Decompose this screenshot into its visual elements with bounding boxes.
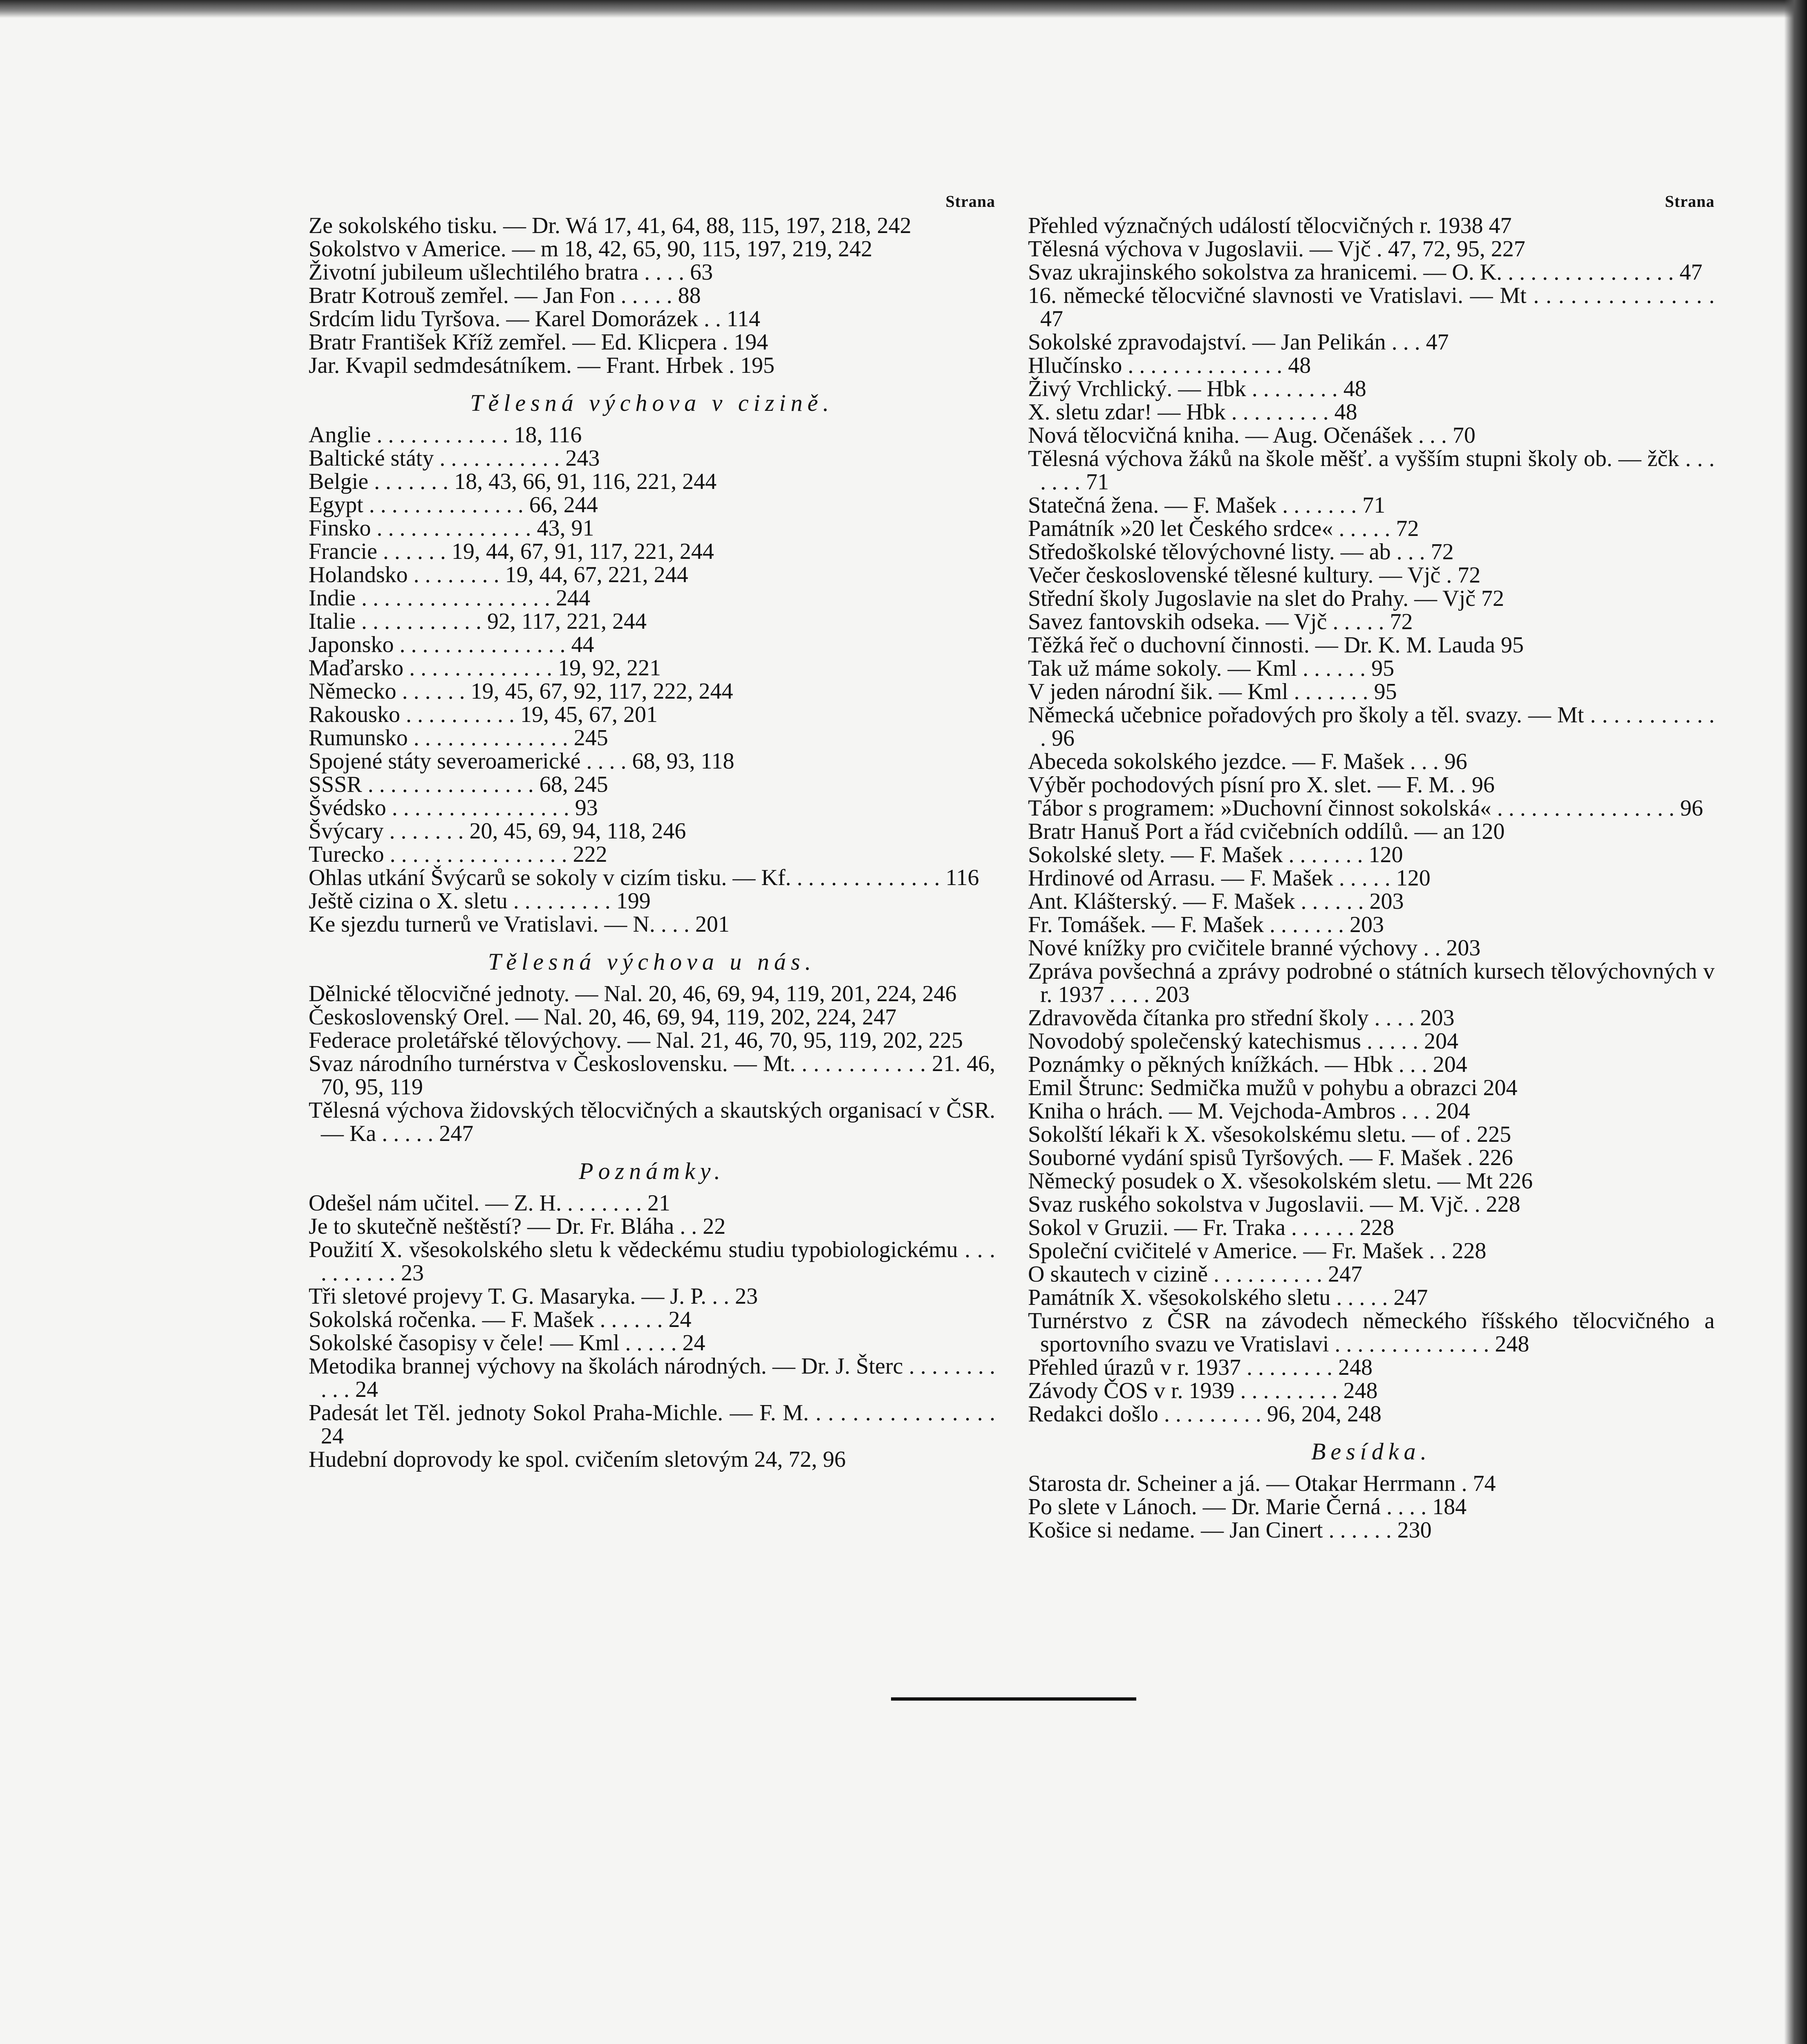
index-entry: 16. německé tělocvičné slavnosti ve Vratislavi. — Mt . . . . . . . . . . . . . . . 47 [1028, 283, 1715, 332]
index-entry: O skautech v cizině . . . . . . . . . . 247 [1028, 1262, 1363, 1287]
index-entry: Zdravověda čítanka pro střední školy . . . . 203 [1028, 1005, 1455, 1031]
left-entries [309, 214, 995, 1471]
index-entry: Německá učebnice pořadových pro školy a těl. svazy. — Mt . . . . . . . . . . . . 96 [1028, 702, 1715, 751]
index-entry: Sokol v Gruzii. — Fr. Traka . . . . . . 228 [1028, 1215, 1395, 1240]
index-entry: Nová tělocvičná kniha. — Aug. Očenášek . . . 70 [1028, 423, 1476, 448]
right-strana-label: Strana [1665, 192, 1715, 211]
index-entry: Těžká řeč o duchovní činnosti. — Dr. K. M. Lauda 95 [1028, 632, 1524, 658]
index-entry: Egypt . . . . . . . . . . . . . . 66, 244 [309, 492, 598, 518]
right-index-column [1028, 191, 1715, 1542]
index-entry: Kniha o hrách. — M. Vejchoda-Ambros . . . 204 [1028, 1098, 1470, 1124]
index-entry: Maďarsko . . . . . . . . . . . . . 19, 92, 221 [309, 655, 661, 681]
index-entry: Poznámky o pěkných knížkách. — Hbk . . . 204 [1028, 1052, 1467, 1077]
index-entry: Živý Vrchlický. — Hbk . . . . . . . . 48 [1028, 376, 1366, 401]
index-entry: Finsko . . . . . . . . . . . . . . 43, 91 [309, 515, 594, 541]
index-entry: Večer československé tělesné kultury. — Vjč . 72 [1028, 563, 1481, 588]
index-entry: Italie . . . . . . . . . . . 92, 117, 221, 244 [309, 609, 647, 634]
section-heading: Tělesná výchova u nás. [488, 948, 816, 975]
index-entry: Savez fantovskih odseka. — Vjč . . . . . 72 [1028, 609, 1413, 634]
index-entry: Přehled úrazů v r. 1937 . . . . . . . . 248 [1028, 1355, 1373, 1380]
index-entry: Bratr Hanuš Port a řád cvičebních oddílů. — an 120 [1028, 819, 1505, 844]
index-entry: Novodobý společenský katechismus . . . . . 204 [1028, 1029, 1458, 1054]
index-entry: Tábor s programem: »Duchovní činnost sokolská« . . . . . . . . . . . . . . . . 96 [1028, 796, 1703, 821]
index-entry: Rakousko . . . . . . . . . . 19, 45, 67, 201 [309, 702, 658, 727]
index-entry: Francie . . . . . . 19, 44, 67, 91, 117, 221, 244 [309, 539, 714, 564]
index-entry: Sokolské zpravodajství. — Jan Pelikán . . . 47 [1028, 329, 1449, 355]
index-entry: Nové knížky pro cvičitele branné výchovy . . 203 [1028, 935, 1481, 961]
index-entry: Tělesná výchova v Jugoslavii. — Vjč . 47, 72, 95, 227 [1028, 236, 1525, 262]
index-entry: Ještě cizina o X. sletu . . . . . . . . . 199 [309, 888, 651, 914]
index-entry: Anglie . . . . . . . . . . . . 18, 116 [309, 422, 582, 448]
index-entry: Sokolská ročenka. — F. Mašek . . . . . . 24 [309, 1307, 692, 1332]
index-entry: Je to skutečně neštěstí? — Dr. Fr. Bláha . . 22 [309, 1214, 726, 1239]
index-entry: Hlučínsko . . . . . . . . . . . . . . 48 [1028, 353, 1311, 378]
index-entry: Japonsko . . . . . . . . . . . . . . . 44 [309, 632, 594, 657]
index-entry: Svaz ruského sokolstva v Jugoslavii. — M. Vjč. . 228 [1028, 1192, 1520, 1217]
index-entry: Německo . . . . . . 19, 45, 67, 92, 117, 222, 244 [309, 679, 733, 704]
index-entry: Odešel nám učitel. — Z. H. . . . . . . . 21 [309, 1190, 670, 1216]
index-entry: Spojené státy severoamerické . . . . 68, 93, 118 [309, 749, 734, 774]
index-entry: Belgie . . . . . . . 18, 43, 66, 91, 116, 221, 244 [309, 469, 717, 494]
index-entry: Sokolské slety. — F. Mašek . . . . . . . 120 [1028, 842, 1403, 867]
index-entry: Indie . . . . . . . . . . . . . . . . . 244 [309, 585, 591, 611]
scan-top-edge [0, 0, 1807, 18]
index-entry: Německý posudek o X. všesokolském sletu. — Mt 226 [1028, 1168, 1533, 1194]
index-entry: Hudební doprovody ke spol. cvičením sletovým 24, 72, 96 [309, 1447, 846, 1472]
index-entry: Dělnické tělocvičné jednoty. — Nal. 20, 46, 69, 94, 119, 201, 224, 246 [309, 981, 957, 1006]
index-entry: Redakci došlo . . . . . . . . . 96, 204, 248 [1028, 1401, 1382, 1427]
index-entry: Bratr František Kříž zemřel. — Ed. Klicpera . 194 [309, 329, 768, 355]
index-entry: Závody ČOS v r. 1939 . . . . . . . . . 248 [1028, 1378, 1378, 1403]
index-entry: Starosta dr. Scheiner a já. — Otakar Herrmann . 74 [1028, 1471, 1496, 1496]
index-entry: Výběr pochodových písní pro X. slet. — F. M. . 96 [1028, 772, 1495, 798]
index-entry: Sokolstvo v Americe. — m 18, 42, 65, 90, 115, 197, 219, 242 [309, 236, 873, 262]
index-entry: Československý Orel. — Nal. 20, 46, 69, 94, 119, 202, 224, 247 [309, 1004, 897, 1030]
index-entry: Jar. Kvapil sedmdesátníkem. — Frant. Hrbek . 195 [309, 353, 775, 378]
index-entry: Košice si nedame. — Jan Cinert . . . . . . 230 [1028, 1517, 1432, 1543]
index-entry: Tělesná výchova židovských tělocvičných a skautských organisací v ČSR. — Ka . . . . . 247 [309, 1098, 995, 1146]
index-entry: V jeden národní šik. — Kml . . . . . . . 95 [1028, 679, 1397, 704]
index-entry: Srdcím lidu Tyršova. — Karel Domorázek . . 114 [309, 306, 760, 332]
index-entry: Rumunsko . . . . . . . . . . . . . . 245 [309, 725, 608, 751]
index-entry: Tři sletové projevy T. G. Masaryka. — J. P. . . 23 [309, 1284, 758, 1309]
index-entry: Ant. Klášterský. — F. Mašek . . . . . . 203 [1028, 889, 1404, 914]
index-entry: Ke sjezdu turnerů ve Vratislavi. — N. . . . 201 [309, 912, 730, 937]
index-entry: Společní cvičitelé v Americe. — Fr. Mašek . . 228 [1028, 1238, 1487, 1264]
section-heading: Besídka. [1311, 1438, 1432, 1465]
index-entry: Abeceda sokolského jezdce. — F. Mašek . . . 96 [1028, 749, 1467, 774]
index-entry: Přehled význačných událostí tělocvičných r. 1938 47 [1028, 213, 1512, 238]
index-entry: Ze sokolského tisku. — Dr. Wá 17, 41, 64, 88, 115, 197, 218, 242 [309, 213, 911, 238]
index-entry: Fr. Tomášek. — F. Mašek . . . . . . . 203 [1028, 912, 1384, 937]
index-entry: Statečná žena. — F. Mašek . . . . . . . 71 [1028, 493, 1386, 518]
index-entry: Turnérstvo z ČSR na závodech německého říšského tělocvičného a sportovního svazu ve Vratislavi . . . . . . . . . . . . . . 248 [1028, 1308, 1715, 1357]
index-entry: Svaz ukrajinského sokolstva za hranicemi. — O. K. . . . . . . . . . . . . . . . 47 [1028, 260, 1703, 285]
index-entry: Životní jubileum ušlechtilého bratra . . . . 63 [309, 260, 713, 285]
index-entry: Tak už máme sokoly. — Kml . . . . . . 95 [1028, 656, 1395, 681]
index-entry: Svaz národního turnérstva v Československu. — Mt. . . . . . . . . . . . 21. 46, 70, 95, 119 [309, 1051, 995, 1100]
index-entry: Památník X. všesokolského sletu . . . . . 247 [1028, 1285, 1428, 1310]
index-entry: Tělesná výchova žáků na škole měšť. a vyšším stupni školy ob. — žčk . . . . . . . 71 [1028, 446, 1715, 495]
left-strana-label: Strana [945, 192, 995, 211]
index-entry: Švýcary . . . . . . . 20, 45, 69, 94, 118, 246 [309, 818, 686, 844]
index-entry: Padesát let Těl. jednoty Sokol Praha-Michle. — F. M. . . . . . . . . . . . . . . . 24 [309, 1400, 995, 1449]
index-entry: Zpráva povšechná a zprávy podrobné o státních kursech tělovýchovných v r. 1937 . . . . 203 [1028, 959, 1715, 1007]
right-entries [1028, 214, 1715, 1542]
index-entry: Federace proletářské tělovýchovy. — Nal. 21, 46, 70, 95, 119, 202, 225 [309, 1028, 963, 1053]
index-entry: Souborné vydání spisů Tyršových. — F. Mašek . 226 [1028, 1145, 1513, 1170]
scan-right-edge [1784, 0, 1807, 2044]
index-entry: Střední školy Jugoslavie na slet do Prahy. — Vjč 72 [1028, 586, 1505, 611]
left-index-column [309, 191, 995, 1471]
section-heading: Tělesná výchova v cizině. [470, 390, 834, 416]
index-entry: Emil Štrunc: Sedmička mužů v pohybu a obrazci 204 [1028, 1075, 1518, 1100]
index-entry: Hrdinové od Arrasu. — F. Mašek . . . . . 120 [1028, 865, 1431, 891]
index-entry: Středoškolské tělovýchovné listy. — ab . . . 72 [1028, 539, 1454, 565]
index-entry: Baltické státy . . . . . . . . . . . 243 [309, 446, 600, 471]
index-entry: Turecko . . . . . . . . . . . . . . . . 222 [309, 842, 607, 867]
index-entry: SSSR . . . . . . . . . . . . . . . 68, 245 [309, 772, 608, 797]
index-entry: Bratr Kotrouš zemřel. — Jan Fon . . . . . 88 [309, 283, 701, 308]
closing-rule [891, 1697, 1136, 1701]
index-entry: Švédsko . . . . . . . . . . . . . . . . 93 [309, 795, 598, 820]
index-entry: Použití X. všesokolského sletu k vědeckému studiu typobiologickému . . . . . . . . . . 23 [309, 1237, 995, 1286]
index-entry: Holandsko . . . . . . . . 19, 44, 67, 221, 244 [309, 562, 688, 587]
index-entry: Sokolští lékaři k X. všesokolskému sletu. — of . 225 [1028, 1122, 1511, 1147]
index-entry: Ohlas utkání Švýcarů se sokoly v cizím tisku. — Kf. . . . . . . . . . . . . . 116 [309, 865, 979, 890]
index-entry: Metodika brannej výchovy na školách národných. — Dr. J. Šterc . . . . . . . . . . . 24 [309, 1354, 995, 1402]
index-entry: Po slete v Lánoch. — Dr. Marie Černá . . . . 184 [1028, 1494, 1467, 1520]
index-entry: X. sletu zdar! — Hbk . . . . . . . . . 48 [1028, 399, 1357, 425]
index-entry: Sokolské časopisy v čele! — Kml . . . . . 24 [309, 1330, 705, 1356]
index-entry: Památník »20 let Českého srdce« . . . . . 72 [1028, 516, 1419, 541]
section-heading: Poznámky. [579, 1158, 725, 1184]
